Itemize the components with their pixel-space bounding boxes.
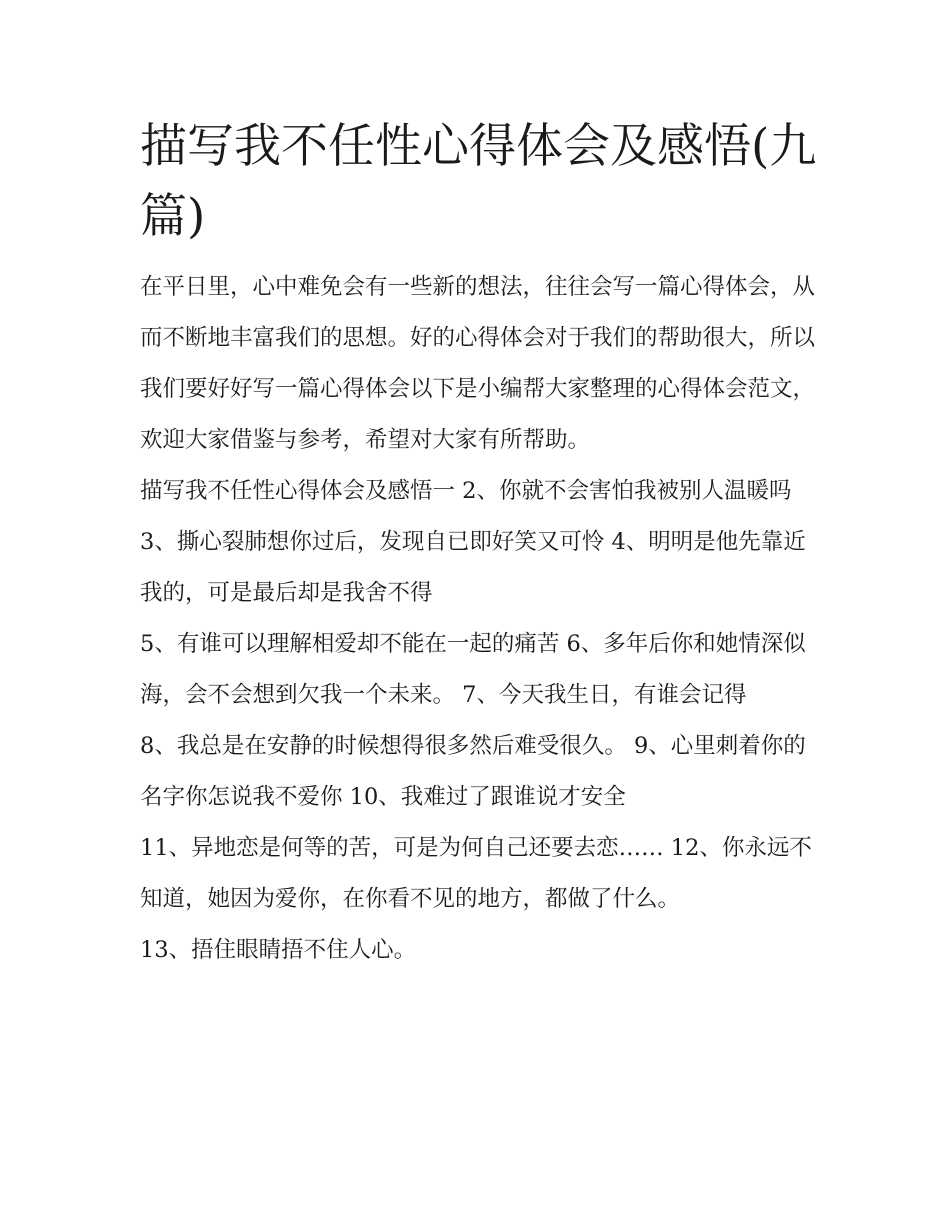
intro-paragraph: 在平日里，心中难免会有一些新的想法，往往会写一篇心得体会，从而不断地丰富我们的思想。好的心得体会对于我们的帮助很大，所以我们要好好写一篇心得体会以下是小编帮大家整理的心得体会范文，欢迎大家借鉴与参考，希望对大家有所帮助。 (140, 274, 816, 453)
document-title: 描写我不任性心得体会及感悟(九篇) (140, 119, 817, 244)
body-paragraph: 8、我总是在安静的时候想得很多然后难受很久。 9、心里刺着你的名字你怎说我不爱你 10、我难过了跟谁说才安全 (140, 733, 806, 810)
body-paragraph: 描写我不任性心得体会及感悟一 2、你就不会害怕我被别人温暖吗 3、撕心裂肺想你过后，发现自已即好笑又可怜 4、明明是他先靠近我的，可是最后却是我舍不得 (140, 478, 806, 606)
body-paragraph: 5、有谁可以理解相爱却不能在一起的痛苦 6、多年后你和她情深似海，会不会想到欠我一个未来。 7、今天我生日，有谁会记得 (140, 631, 806, 708)
body-paragraph: 13、捂住眼睛捂不住人心。 (140, 937, 417, 963)
document-body (140, 112, 820, 976)
body-paragraph: 11、异地恋是何等的苦，可是为何自己还要去恋…… 12、你永远不知道，她因为爱你，在你看不见的地方，都做了什么。 (140, 835, 812, 912)
